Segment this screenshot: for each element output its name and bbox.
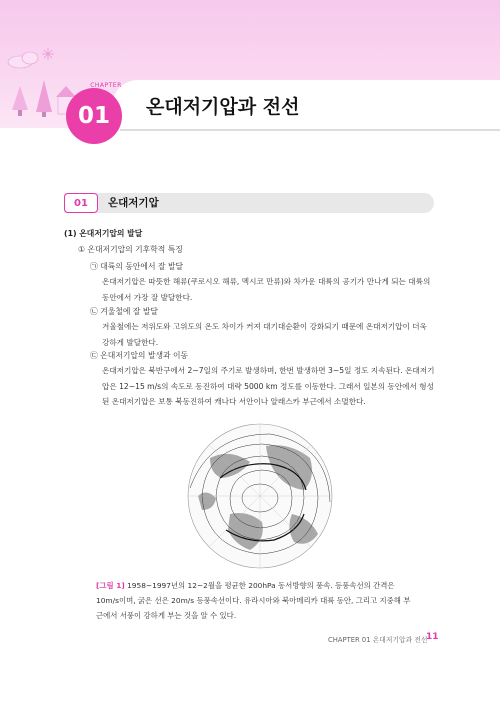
item-3-text: 온대저기압은 북반구에서 2~7일의 주기로 발생하며, 한번 발생하면 3~5일 정도 지속된다. 온대저기압은 12~15 m/s의 속도로 동진하여 대략 5000 km 정도를 이동한다. 그래서 일본의 동안에서 형성된 온대저기압은 보통 북동진하여 캐나다 서안이나 알래스카 부근에서 소멸한다. <box>102 366 435 406</box>
page-number: 11 <box>426 632 439 642</box>
chapter-label: CHAPTER <box>90 82 122 89</box>
snowflake-icon <box>42 48 54 60</box>
section-title: 온대저기압 <box>108 197 159 209</box>
subheading-1: ① 온대저기압의 기후학적 특징 <box>78 245 183 254</box>
item-2-text: 겨울철에는 저위도와 고위도의 온도 차이가 커져 대기대순환이 강화되기 때문에 온대저기압이 더욱 강하게 발달한다. <box>102 322 427 347</box>
chapter-title: 온대저기압과 전선 <box>146 96 300 118</box>
item-1-title: ㉠ 대륙의 동안에서 잘 발달 <box>90 262 184 271</box>
title-divider <box>120 129 500 131</box>
running-head: CHAPTER 01 온대저기압과 전선 <box>328 636 428 644</box>
grid-lines <box>188 424 332 568</box>
content-heading: (1) 온대저기압의 발달 <box>64 229 143 238</box>
figure-polar-wind-map <box>170 418 350 574</box>
tree-icon <box>12 80 52 117</box>
figure-caption <box>96 578 412 623</box>
item-3-title: ㉢ 온대저기압의 발생과 이동 <box>90 351 189 360</box>
item-1-text: 온대저기압은 따뜻한 해류(쿠로시오 해류, 멕시코 만류)와 차가운 대륙의 공기가 만나게 되는 대륙의 동안에서 가장 잘 발달한다. <box>102 277 431 302</box>
section-number: 01 <box>74 197 88 209</box>
chapter-number-badge <box>66 88 122 144</box>
section-number-badge <box>64 193 98 213</box>
item-2-title: ㉡ 겨울철에 잘 발달 <box>90 307 158 316</box>
figure-caption-label: [그림 1] <box>96 581 125 590</box>
chapter-number: 01 <box>77 103 110 129</box>
cloud-icon <box>8 52 38 68</box>
figure-caption-text: 1958~1997년의 12~2월을 평균한 200hPa 동서방향의 풍속. 등풍속선의 간격은 10m/s이며, 굵은 선은 20m/s 등풍속선이다. 유라시아와 북아메리카 대륙 동안, 그리고 지중해 부근에서 서풍이 강하게 부는 것을 알 수 있다. <box>96 581 411 620</box>
